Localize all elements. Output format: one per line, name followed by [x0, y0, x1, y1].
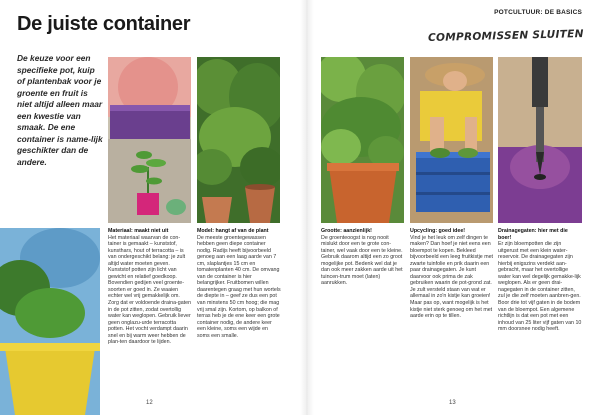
caption-model [197, 228, 281, 339]
photo-pots-greenery [197, 57, 280, 223]
caption-body: Er zijn bloempotten die zijn uitgerust met een klein water-reservoir. De drainagegaten zijn hierbij enigszins verdekt aan-gebracht, maar het overtollige water kan wel degelijk gemakke-lijk weglopen. Als er geen drai-nagegaten in de container zitten, zul je die zelf moeten aanbren-gen. Boor drie tot vijf gaten in de bodem van de bloempot. Een algemene richtlijn is dat een pot met een inhoud van 25 liter vijf gaten van 10 mm doorsnee nodig heeft. [498, 241, 582, 333]
caption-heading: Drainagegaten: hier met die boer! [498, 228, 568, 241]
handwritten-heading: COMPROMISSEN SLUITEN [428, 27, 585, 45]
caption-heading: Grootte: aanzienlijk! [321, 228, 372, 234]
section-tag: POTCULTUUR: DE BASICS [494, 9, 582, 16]
page-number-right: 13 [449, 400, 456, 406]
caption-size [321, 228, 405, 287]
caption-upcycling [410, 228, 494, 320]
page-number-left: 12 [146, 400, 153, 406]
caption-heading: Upcycling: goed idee! [410, 228, 466, 234]
photo-plant-in-pot [0, 228, 100, 415]
caption-body: Het materiaal waarvan de con-tainer is gemaakt – kunststof, kunsthars, hout of terracotta – is van ondergeschikt belang: je zult altijd water moeten geven. Kunststof potten zijn licht van gewicht en relatief goedkoop. Bovendien gedijen veel groente-soorten er goed in. Ze waaien echter wel vrij gemakkelijk om. Zorg dat er voldoende draina-gaten in de pot zitten, zodat overtollig water kan weglopen. Gebruik liever geen onglazu-urde terracotta potten. Het vocht verdampt daarin snel en bij warm weer hebben de plan-ten daardoor te lijden. [108, 234, 192, 346]
caption-body: De meeste groentegewassen hebben geen diepe container nodig. Radijs heeft bijvoorbeeld genoeg aan een laag aarde van 7 cm, slaplantjes 15 cm en tomatenplanten 40 cm. De omvang van de container is hier belangrijker. Fruitbomen willen daarentegen graag met hun wortels de diepte in – geef ze dus een pot van minstens 50 cm hoog; die mag vrij smal zijn. Kortom, op balkon of terras heb je de ene keer een grote container nodig, de andere keer een kleine, soms een wijde en soms een smalle. [197, 234, 281, 339]
caption-material [108, 228, 192, 346]
intro-text: De keuze voor een specifieke pot, kuip of plantenbak voor je groente en fruit is niet altijd alleen maar een kwestie van smaak. De ene container is name-lijk geschikter dan de andere. [17, 53, 103, 167]
caption-heading: Model: hangt af van de plant [197, 228, 269, 234]
caption-body: De groenteoogst is nog nooit mislukt door een te grote con-tainer, wel vaak door een te kleine. Gebruik daarom altijd een zo groot mogelijke pot. Bedenk wel dat je dan ook meer zakken aarde uit het tuincen-trum moet (laten) aanrukken. [321, 234, 403, 287]
caption-body: Vind je het leuk om zelf dingen te maken? Dan hoef je niet eens een bloempot te kopen. Bekleed bijvoorbeeld een leeg fruitkistje met zwarte tuinfolie en prik daarin een paar drainagegaten. Je kunt daarvoor ook prima de zak gebruiken waarin de pot-grond zat. Je zult versteld staan van wat er allemaal in zo'n kistje kan groeien! Maar pas op, want mogelijk is het kistje niet sterk genoeg om het met aarde erin op te tillen. [410, 234, 494, 320]
page-title: De juiste container [17, 13, 191, 35]
photo-plastic-crate [108, 57, 191, 223]
caption-heading: Materiaal: maakt niet uit [108, 228, 169, 234]
photo-drill-holes [498, 57, 582, 223]
page-gutter [300, 0, 314, 415]
photo-upcycled-crate [410, 57, 493, 223]
photo-terracotta-pot [321, 57, 404, 223]
caption-drainage [498, 228, 582, 333]
